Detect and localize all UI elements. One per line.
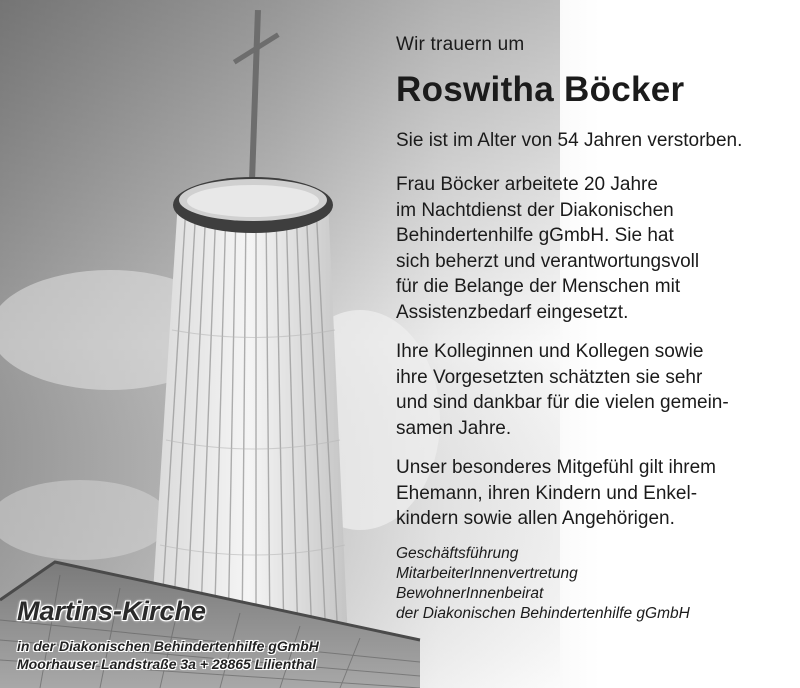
church-address: Moorhauser Landstraße 3a + 28865 Lilienthal: [17, 656, 317, 672]
age-line: Sie ist im Alter von 54 Jahren verstorben.: [396, 130, 743, 151]
signatory-line: MitarbeiterInnenvertretung: [396, 565, 578, 582]
tower: [150, 177, 348, 640]
text-line: ihre Vorgesetzten schätzten sie sehr: [396, 366, 703, 388]
text-line: kindern sowie allen Angehörigen.: [396, 508, 675, 529]
intro-text: Wir trauern um: [396, 34, 525, 55]
text-line: samen Jahre.: [396, 417, 512, 439]
text-line: Unser besonderes Mitgefühl gilt ihrem: [396, 457, 716, 478]
signatory-line: Geschäftsführung: [396, 545, 519, 562]
church-organization: in der Diakonischen Behindertenhilfe gGmbH: [17, 638, 319, 654]
text-line: Frau Böcker arbeitete 20 Jahre: [396, 174, 658, 195]
paragraph-work: [396, 172, 776, 325]
text-line: Ehemann, ihren Kindern und Enkel-: [396, 482, 698, 504]
text-line: Ihre Kolleginnen und Kollegen sowie: [396, 341, 704, 362]
text-line: und sind dankbar für die vielen gemein-: [396, 392, 729, 413]
text-line: sich beherzt und verantwortungsvoll: [396, 250, 700, 272]
paragraph-colleagues: [396, 339, 776, 441]
text-line: Assistenzbedarf eingesetzt.: [396, 301, 629, 323]
signatory-line: der Diakonischen Behindertenhilfe gGmbH: [396, 605, 690, 622]
church-title: Martins-Kirche: [17, 596, 207, 626]
text-line: Behindertenhilfe gGmbH. Sie hat: [396, 225, 674, 246]
paragraph-condolence: [396, 455, 776, 532]
deceased-name: Roswitha Böcker: [396, 70, 685, 109]
text-line: im Nachtdienst der Diakonischen: [396, 199, 674, 221]
signatories: [396, 544, 690, 624]
signatory-line: BewohnerInnenbeirat: [396, 585, 544, 602]
text-line: für die Belange der Menschen mit: [396, 276, 681, 297]
